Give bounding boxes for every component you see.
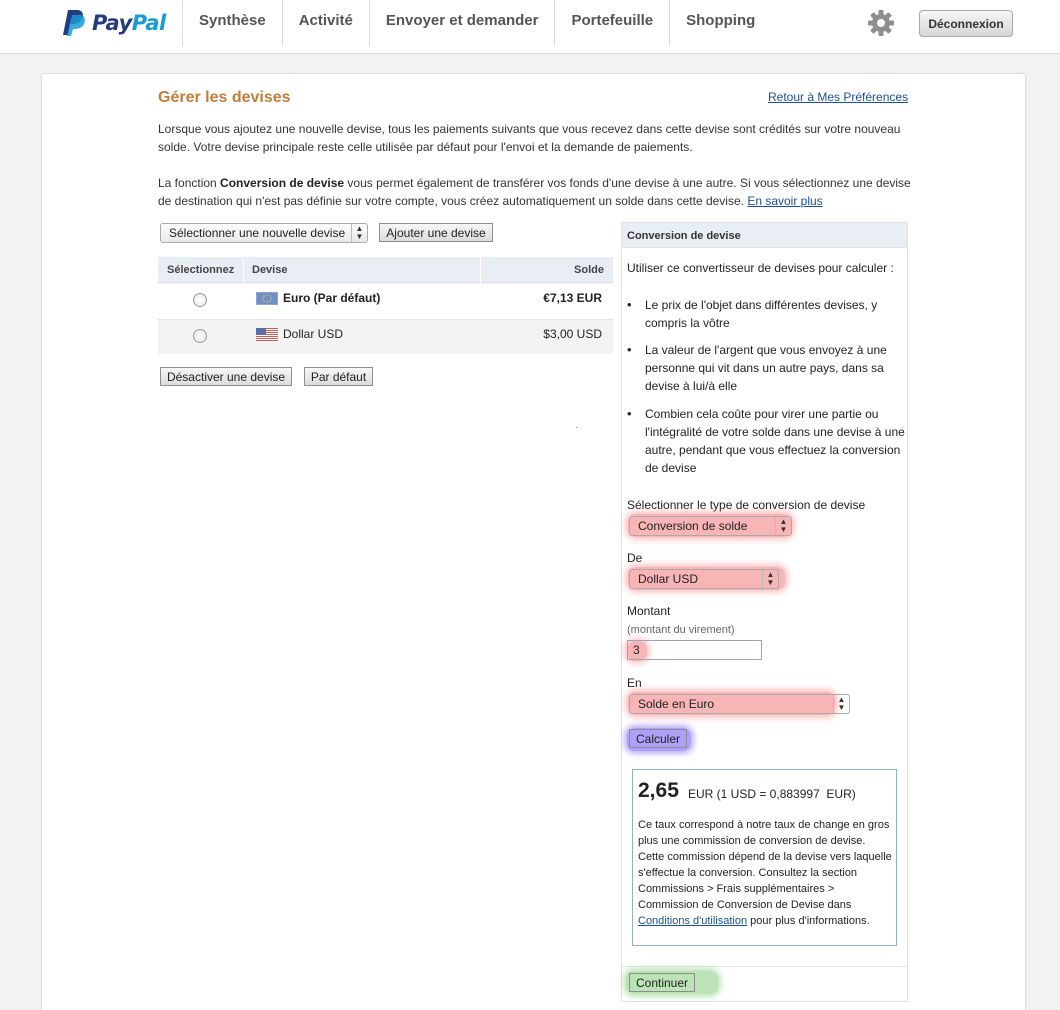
result-amount: 2,65 (638, 779, 679, 802)
header-balance: Solde (574, 264, 604, 276)
select-arrows-icon: ▲ ▼ (351, 224, 367, 242)
page-title: Gérer les devises (158, 89, 291, 106)
set-default-button[interactable]: Par défaut (304, 367, 373, 386)
intro-paragraph: Lorsque vous ajoutez une nouvelle devise, tous les paiements suivants que vous recevez dans cette devise sont crédités sur votre nouveau solde. Votre devise principale reste celle utilisée par défaut pour l'envoi et la demande de paiements. (158, 122, 901, 154)
select-euro-radio[interactable] (193, 293, 207, 307)
conversion-type-label: Sélectionner le type de conversion de devise (627, 498, 866, 512)
currency-balance-euro: €7,13 EUR (543, 291, 602, 305)
table-row (158, 284, 613, 319)
logout-button[interactable]: Déconnexion (919, 10, 1013, 37)
select-arrows-icon: ▲ ▼ (775, 517, 791, 535)
learn-more-link[interactable]: En savoir plus (747, 194, 823, 208)
conversion-paragraph: La fonction Conversion de devise vous permet également de transférer vos fonds d'une devise à une autre. Si vous sélectionnez une devise de destination qui n'est pas définie sur votre compte, vous créez automatiquement un solde dans cette devise. En savoir plus (158, 176, 911, 208)
list-item: • Le prix de l'objet dans différentes devises, y compris la vôtre (627, 296, 907, 332)
divider (622, 966, 907, 967)
logo-text-pal: Pal (131, 11, 166, 35)
new-currency-select[interactable]: Sélectionner une nouvelle devise ▲ ▼ (160, 223, 368, 243)
nav-item-activite[interactable]: Activité (282, 0, 369, 46)
from-currency-select[interactable]: Dollar USD ▲ ▼ (629, 569, 779, 589)
currency-name-usd: Dollar USD (283, 327, 344, 341)
converter-intro: Utiliser ce convertisseur de devises pour calculer : (627, 261, 894, 275)
us-flag-icon (256, 328, 278, 341)
result-rate: EUR (1 USD = 0,883997 EUR) (688, 787, 856, 801)
list-item: • Combien cela coûte pour virer une partie ou l'intégralité de votre solde dans une devise à une autre, pendant que vous effectuez la conversion de devise (627, 405, 907, 477)
eu-flag-icon (256, 292, 278, 305)
currency-table-header (158, 257, 613, 283)
paypal-logo[interactable] (62, 9, 166, 37)
from-label: De (627, 551, 643, 565)
conversion-result-box (632, 769, 897, 946)
to-label: En (627, 676, 642, 690)
table-row (158, 319, 613, 354)
header-currency: Devise (252, 264, 288, 276)
select-arrows-icon: ▲ ▼ (762, 570, 778, 588)
select-usd-radio[interactable] (193, 329, 207, 343)
nav-item-envoyer-demander[interactable]: Envoyer et demander (369, 0, 555, 46)
currency-name-euro: Euro (Par défaut) (283, 291, 381, 305)
add-currency-button[interactable]: Ajouter une devise (379, 223, 493, 242)
main-nav (182, 0, 771, 46)
conversion-type-select[interactable]: Conversion de solde ▲ ▼ (629, 516, 792, 536)
select-arrows-icon: ▲ ▼ (833, 695, 849, 713)
logo-text-pay: Pay (92, 11, 132, 35)
nav-item-shopping[interactable]: Shopping (669, 0, 771, 46)
top-navigation-bar (0, 0, 1060, 54)
amount-input[interactable]: 3 (627, 640, 762, 660)
currency-table (158, 257, 613, 353)
gear-icon[interactable] (867, 9, 895, 37)
calculate-button[interactable]: Calculer (629, 729, 687, 748)
terms-of-use-link[interactable]: Conditions d'utilisation (638, 915, 748, 927)
conversion-feature-name: Conversion de devise (220, 176, 345, 190)
result-note: Ce taux correspond à notre taux de change en gros plus une commission de conversion de devise. Cette commission dépend de la devise vers laquelle s'effectue la conversion. Consultez la section Commissions > Frais supplémentaires > Commission de Conversion de Devise dans Conditions d'utilisation pour plus d'informations. (638, 819, 892, 927)
nav-item-portefeuille[interactable]: Portefeuille (554, 0, 669, 46)
nav-item-synthese[interactable]: Synthèse (182, 0, 282, 46)
list-item: • La valeur de l'argent que vous envoyez à une personne qui vit dans un autre pays, dans sa devise à lui/à elle (627, 341, 907, 395)
disable-currency-button[interactable]: Désactiver une devise (160, 367, 292, 386)
back-to-preferences-link[interactable]: Retour à Mes Préférences (768, 90, 909, 104)
continue-button[interactable]: Continuer (629, 973, 695, 992)
amount-hint: (montant du virement) (627, 624, 735, 636)
amount-label: Montant (627, 604, 671, 618)
header-select: Sélectionnez (167, 264, 235, 276)
currency-balance-usd: $3,00 USD (543, 327, 602, 341)
converter-title: Conversion de devise (622, 223, 907, 248)
paypal-p-icon (62, 9, 86, 37)
to-balance-select[interactable]: Solde en Euro ▲ ▼ (629, 694, 850, 714)
stray-dot (576, 427, 577, 428)
